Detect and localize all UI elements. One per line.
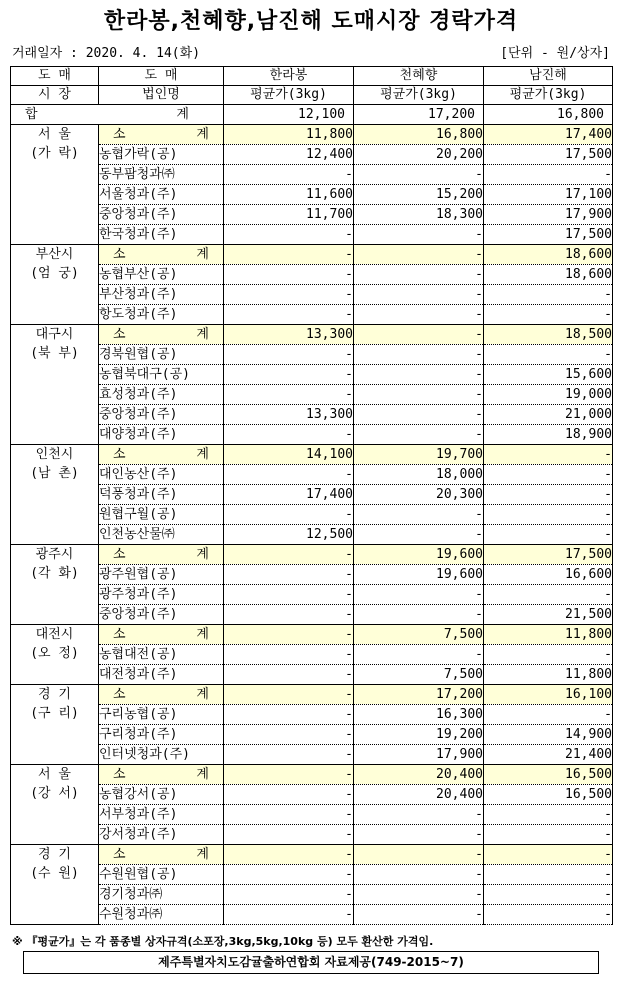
- price-value: 17,400: [484, 125, 613, 145]
- table-row: [11, 885, 613, 905]
- price-value: -: [224, 305, 354, 325]
- market-name-line1: 서 울: [38, 767, 71, 782]
- price-value: -: [484, 305, 613, 325]
- price-value: -: [484, 485, 613, 505]
- market-name-line2: (가 락): [30, 146, 79, 161]
- total-value: 17,200: [354, 105, 484, 125]
- subtotal-label: 소 계: [99, 685, 224, 705]
- table-row: [11, 405, 613, 425]
- corp-name: 구리청과(주): [99, 725, 224, 745]
- table-row: [11, 605, 613, 625]
- subtotal-row: [11, 685, 613, 705]
- price-value: -: [224, 665, 354, 685]
- table-row: [11, 525, 613, 545]
- table-row: [11, 865, 613, 885]
- price-value: -: [484, 165, 613, 185]
- price-value: -: [354, 845, 484, 865]
- subtotal-row: [11, 765, 613, 785]
- price-value: -: [224, 365, 354, 385]
- header-product: 남진해: [484, 67, 613, 86]
- price-value: -: [224, 705, 354, 725]
- table-row: [11, 785, 613, 805]
- market-name-line2: (북 부): [30, 346, 79, 361]
- price-value: -: [354, 805, 484, 825]
- price-value: 12,500: [224, 525, 354, 545]
- market-name: [11, 325, 99, 445]
- price-value: 18,000: [354, 465, 484, 485]
- corp-name: 경기청과㈜: [99, 885, 224, 905]
- price-value: -: [484, 705, 613, 725]
- subtotal-label: 소 계: [99, 625, 224, 645]
- table-row: [11, 745, 613, 765]
- price-value: -: [354, 225, 484, 245]
- table-row: [11, 285, 613, 305]
- price-value: -: [354, 505, 484, 525]
- table-row: [11, 645, 613, 665]
- market-name: [11, 765, 99, 845]
- price-value: -: [224, 625, 354, 645]
- market-name-line1: 경 기: [38, 687, 71, 702]
- market-name-line1: 대구시: [35, 327, 74, 342]
- price-value: 19,200: [354, 725, 484, 745]
- price-value: -: [224, 785, 354, 805]
- table-row: [11, 265, 613, 285]
- subtotal-label: 소 계: [99, 125, 224, 145]
- price-value: 18,900: [484, 425, 613, 445]
- price-value: -: [354, 405, 484, 425]
- table-row: [11, 345, 613, 365]
- unit-label: [단위 - 원/상자]: [500, 46, 610, 61]
- price-value: -: [224, 585, 354, 605]
- price-value: -: [484, 525, 613, 545]
- table-row: [11, 565, 613, 585]
- footnote: ※ 『평균가』는 각 품종별 상자규격(소포장,3kg,5kg,10kg 등) 모두 환산한 가격임.: [12, 935, 434, 948]
- corp-name: 중앙청과(주): [99, 205, 224, 225]
- price-value: 21,400: [484, 745, 613, 765]
- price-value: 17,400: [224, 485, 354, 505]
- price-value: -: [354, 865, 484, 885]
- market-name: [11, 845, 99, 925]
- price-value: -: [224, 165, 354, 185]
- corp-name: 대전청과(주): [99, 665, 224, 685]
- market-name-line1: 인천시: [35, 447, 74, 462]
- market-name-line2: (오 정): [30, 646, 79, 661]
- market-name-line1: 광주시: [35, 547, 74, 562]
- corp-name: 농협대전(공): [99, 645, 224, 665]
- corp-name: 덕풍청과(주): [99, 485, 224, 505]
- price-value: -: [484, 845, 613, 865]
- corp-name: 원협구월(공): [99, 505, 224, 525]
- price-value: -: [224, 545, 354, 565]
- subtotal-label: 소 계: [99, 445, 224, 465]
- price-value: 11,800: [484, 665, 613, 685]
- price-value: -: [224, 345, 354, 365]
- corp-name: 부산청과(주): [99, 285, 224, 305]
- table-row: [11, 505, 613, 525]
- header-market-2: 시 장: [11, 86, 99, 105]
- market-name: [11, 685, 99, 765]
- market-name-line1: 대전시: [35, 627, 74, 642]
- price-value: -: [224, 745, 354, 765]
- corp-name: 광주원협(공): [99, 565, 224, 585]
- table-row: [11, 465, 613, 485]
- price-value: 17,200: [354, 685, 484, 705]
- price-value: 11,600: [224, 185, 354, 205]
- table-row: [11, 185, 613, 205]
- price-value: -: [354, 825, 484, 845]
- market-name-line2: (각 화): [30, 566, 79, 581]
- price-value: 16,800: [354, 125, 484, 145]
- price-value: -: [484, 645, 613, 665]
- header-avg: 평균가(3kg): [354, 86, 484, 105]
- price-value: -: [354, 305, 484, 325]
- header-avg: 평균가(3kg): [484, 86, 613, 105]
- price-value: 12,400: [224, 145, 354, 165]
- corp-name: 강서청과(주): [99, 825, 224, 845]
- header-market: 도 매: [11, 67, 99, 86]
- price-value: 17,900: [354, 745, 484, 765]
- corp-name: 서울청과(주): [99, 185, 224, 205]
- price-value: -: [484, 585, 613, 605]
- price-value: 20,400: [354, 785, 484, 805]
- corp-name: 경북원협(공): [99, 345, 224, 365]
- price-value: -: [484, 465, 613, 485]
- price-value: -: [354, 365, 484, 385]
- corp-name: 서부청과(주): [99, 805, 224, 825]
- price-value: -: [354, 165, 484, 185]
- price-value: 17,100: [484, 185, 613, 205]
- table-row: [11, 205, 613, 225]
- price-value: 17,500: [484, 225, 613, 245]
- price-value: -: [224, 605, 354, 625]
- table-row: [11, 805, 613, 825]
- price-value: 16,500: [484, 765, 613, 785]
- price-value: -: [224, 465, 354, 485]
- market-name-line2: (수 원): [30, 866, 79, 881]
- price-value: -: [354, 345, 484, 365]
- market-name-line2: (구 리): [30, 706, 79, 721]
- price-value: 16,500: [484, 785, 613, 805]
- price-value: -: [484, 905, 613, 925]
- price-value: 14,100: [224, 445, 354, 465]
- price-value: -: [224, 425, 354, 445]
- subtotal-label: 소 계: [99, 765, 224, 785]
- trade-date: 거래일자 : 2020. 4. 14(화): [12, 46, 201, 61]
- corp-name: 수원청과㈜: [99, 905, 224, 925]
- corp-name: 수원원협(공): [99, 865, 224, 885]
- corp-name: 인터넷청과(주): [99, 745, 224, 765]
- subtotal-row: [11, 545, 613, 565]
- table-row: [11, 305, 613, 325]
- price-value: 13,300: [224, 405, 354, 425]
- total-label: 합 계: [11, 105, 224, 125]
- total-row: [11, 105, 613, 125]
- corp-name: 대인농산(주): [99, 465, 224, 485]
- subtotal-label: 소 계: [99, 325, 224, 345]
- price-value: -: [354, 645, 484, 665]
- market-name-line1: 서 울: [38, 127, 71, 142]
- table-row: [11, 385, 613, 405]
- table-row: [11, 145, 613, 165]
- price-value: 16,100: [484, 685, 613, 705]
- price-value: -: [224, 645, 354, 665]
- price-value: 21,000: [484, 405, 613, 425]
- price-value: 18,600: [484, 245, 613, 265]
- price-value: 18,500: [484, 325, 613, 345]
- corp-name: 광주청과(주): [99, 585, 224, 605]
- price-value: -: [224, 685, 354, 705]
- corp-name: 농협북대구(공): [99, 365, 224, 385]
- price-value: -: [484, 445, 613, 465]
- price-table: [10, 66, 613, 925]
- price-value: 19,000: [484, 385, 613, 405]
- corp-name: 한국청과(주): [99, 225, 224, 245]
- table-row: [11, 825, 613, 845]
- market-name: [11, 625, 99, 685]
- subtotal-row: [11, 245, 613, 265]
- corp-name: 농협강서(공): [99, 785, 224, 805]
- market-name-line1: 경 기: [38, 847, 71, 862]
- header-avg: 평균가(3kg): [224, 86, 354, 105]
- price-value: 13,300: [224, 325, 354, 345]
- price-value: -: [224, 505, 354, 525]
- market-name-line2: (엄 궁): [30, 266, 79, 281]
- price-value: 17,900: [484, 205, 613, 225]
- price-value: 15,200: [354, 185, 484, 205]
- table-row: [11, 425, 613, 445]
- price-value: -: [484, 805, 613, 825]
- price-value: 20,400: [354, 765, 484, 785]
- price-value: 11,700: [224, 205, 354, 225]
- table-row: [11, 225, 613, 245]
- corp-name: 농협부산(공): [99, 265, 224, 285]
- table-row: [11, 485, 613, 505]
- price-value: 20,200: [354, 145, 484, 165]
- price-value: -: [224, 845, 354, 865]
- corp-name: 대양청과(주): [99, 425, 224, 445]
- table-row: [11, 905, 613, 925]
- subtotal-label: 소 계: [99, 845, 224, 865]
- price-value: 19,600: [354, 545, 484, 565]
- price-value: -: [224, 225, 354, 245]
- price-value: 19,600: [354, 565, 484, 585]
- price-value: -: [224, 805, 354, 825]
- market-name: [11, 245, 99, 325]
- price-value: 20,300: [354, 485, 484, 505]
- price-value: -: [224, 385, 354, 405]
- subtotal-row: [11, 325, 613, 345]
- price-value: -: [484, 285, 613, 305]
- price-value: -: [484, 825, 613, 845]
- price-value: -: [354, 905, 484, 925]
- price-value: -: [224, 905, 354, 925]
- price-value: 7,500: [354, 625, 484, 645]
- price-value: 7,500: [354, 665, 484, 685]
- table-row: [11, 705, 613, 725]
- price-value: 18,600: [484, 265, 613, 285]
- market-name-line1: 부산시: [35, 247, 74, 262]
- corp-name: 효성청과(주): [99, 385, 224, 405]
- price-value: -: [484, 865, 613, 885]
- price-value: -: [224, 885, 354, 905]
- price-value: -: [224, 245, 354, 265]
- price-value: -: [354, 245, 484, 265]
- table-row: [11, 585, 613, 605]
- price-value: -: [354, 585, 484, 605]
- table-body: [11, 105, 613, 925]
- market-name-line2: (강 서): [30, 786, 79, 801]
- corp-name: 중앙청과(주): [99, 605, 224, 625]
- price-value: 21,500: [484, 605, 613, 625]
- subtotal-row: [11, 445, 613, 465]
- total-value: 12,100: [224, 105, 354, 125]
- price-value: 18,300: [354, 205, 484, 225]
- price-value: 16,300: [354, 705, 484, 725]
- price-value: 15,600: [484, 365, 613, 385]
- corp-name: 중앙청과(주): [99, 405, 224, 425]
- price-value: -: [354, 385, 484, 405]
- header-product: 천혜향: [354, 67, 484, 86]
- price-value: -: [224, 725, 354, 745]
- corp-name: 구리농협(공): [99, 705, 224, 725]
- page-title: 한라봉,천혜향,남진해 도매시장 경락가격: [103, 9, 519, 34]
- header-corp: 도 매: [99, 67, 224, 86]
- price-value: -: [354, 525, 484, 545]
- price-value: -: [224, 765, 354, 785]
- price-value: 11,800: [484, 625, 613, 645]
- table-row: [11, 725, 613, 745]
- subtotal-label: 소 계: [99, 545, 224, 565]
- header-product: 한라봉: [224, 67, 354, 86]
- price-value: -: [224, 865, 354, 885]
- price-value: -: [354, 605, 484, 625]
- price-value: 14,900: [484, 725, 613, 745]
- price-value: -: [484, 345, 613, 365]
- header-corp-2: 법인명: [99, 86, 224, 105]
- source-credit: 제주특별자치도감귤출하연합회 자료제공(749-2015~7): [23, 951, 599, 974]
- price-value: -: [484, 505, 613, 525]
- price-value: 16,600: [484, 565, 613, 585]
- total-value: 16,800: [484, 105, 613, 125]
- subtotal-row: [11, 125, 613, 145]
- price-value: -: [224, 825, 354, 845]
- price-value: 17,500: [484, 145, 613, 165]
- price-value: -: [354, 285, 484, 305]
- table-row: [11, 165, 613, 185]
- price-value: -: [354, 325, 484, 345]
- subtotal-row: [11, 625, 613, 645]
- corp-name: 인천농산물㈜: [99, 525, 224, 545]
- price-value: -: [224, 265, 354, 285]
- market-name: [11, 125, 99, 245]
- corp-name: 동부팜청과㈜: [99, 165, 224, 185]
- price-value: 17,500: [484, 545, 613, 565]
- price-value: 11,800: [224, 125, 354, 145]
- market-name: [11, 545, 99, 625]
- market-name: [11, 445, 99, 545]
- corp-name: 농협가락(공): [99, 145, 224, 165]
- subtotal-row: [11, 845, 613, 865]
- price-value: 19,700: [354, 445, 484, 465]
- subtotal-label: 소 계: [99, 245, 224, 265]
- price-value: -: [354, 885, 484, 905]
- price-value: -: [354, 425, 484, 445]
- corp-name: 항도청과(주): [99, 305, 224, 325]
- market-name-line2: (남 촌): [30, 466, 79, 481]
- table-row: [11, 665, 613, 685]
- price-value: -: [224, 565, 354, 585]
- price-value: -: [354, 265, 484, 285]
- table-row: [11, 365, 613, 385]
- price-value: -: [224, 285, 354, 305]
- price-value: -: [484, 885, 613, 905]
